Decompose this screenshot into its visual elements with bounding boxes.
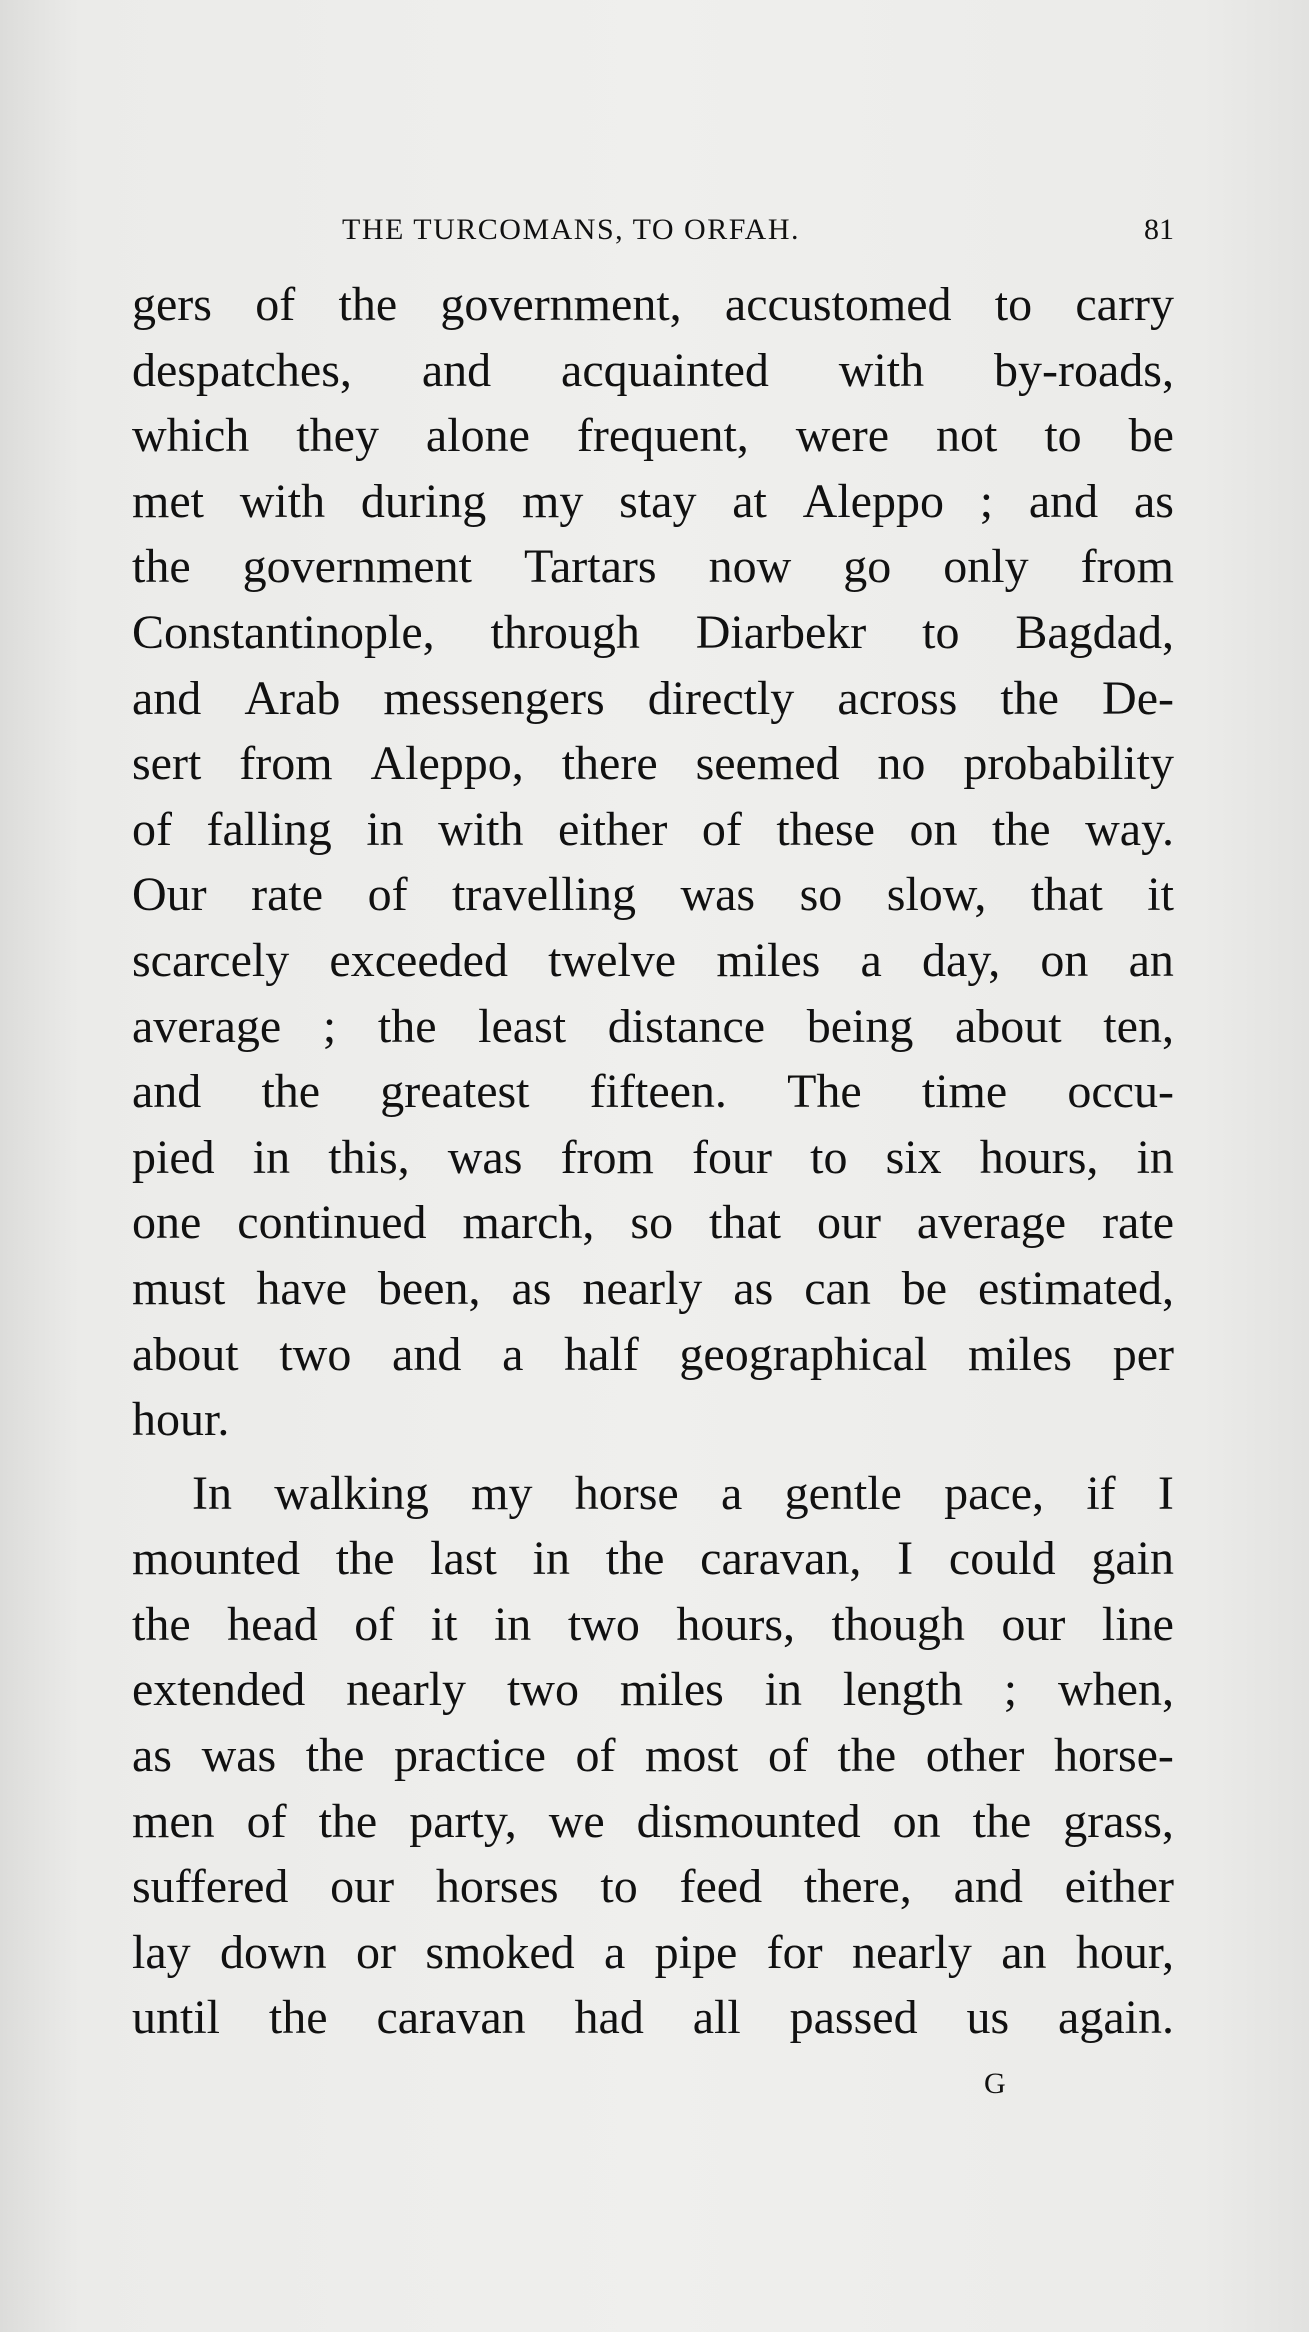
word: practice — [394, 1729, 546, 1783]
word: day, — [922, 933, 1001, 987]
word: the — [335, 1532, 395, 1586]
word: Constantinople, — [132, 605, 435, 659]
word: met — [132, 474, 204, 528]
word: can — [804, 1261, 871, 1315]
word: been, — [377, 1261, 481, 1315]
word: an — [1128, 933, 1174, 987]
word: caravan, — [700, 1532, 862, 1586]
word: from — [560, 1130, 654, 1184]
word: caravan — [376, 1991, 526, 2045]
text-line — [132, 1059, 1174, 1125]
text-line — [132, 1854, 1174, 1920]
word: smoked — [425, 1925, 575, 1979]
text-line — [132, 1985, 1174, 2051]
word: suffered — [132, 1860, 289, 1914]
word: nearly — [851, 1925, 972, 1979]
word: acquainted — [561, 343, 769, 397]
word: estimated, — [978, 1261, 1174, 1315]
word: ; — [1003, 1663, 1018, 1717]
word: rate — [1102, 1196, 1174, 1250]
word: in — [764, 1663, 803, 1717]
word: two — [567, 1597, 640, 1651]
word: two — [506, 1663, 579, 1717]
word: with — [438, 802, 524, 856]
word: an — [1001, 1925, 1047, 1979]
word: twelve — [548, 933, 677, 987]
word: was — [447, 1130, 523, 1184]
body-text — [132, 272, 1174, 2051]
word: occu- — [1067, 1065, 1174, 1119]
word: lay — [132, 1925, 191, 1979]
word: one — [132, 1196, 202, 1250]
word: the — [268, 1991, 328, 2045]
text-line — [132, 1322, 1174, 1388]
word: was — [680, 868, 756, 922]
word: to — [810, 1130, 848, 1184]
word: in — [1136, 1130, 1174, 1184]
word: if — [1086, 1466, 1116, 1520]
word: the — [972, 1794, 1032, 1848]
word: on — [909, 802, 958, 856]
word: our — [816, 1196, 881, 1250]
word: horses — [435, 1860, 559, 1914]
word: us — [966, 1991, 1010, 2045]
word: time — [921, 1065, 1008, 1119]
word: Our — [132, 868, 207, 922]
word: the — [132, 1597, 191, 1651]
word: dismounted — [636, 1794, 861, 1848]
word: geographical — [679, 1327, 928, 1381]
text-line — [132, 1657, 1174, 1723]
word: messengers — [383, 671, 605, 725]
word: gers — [132, 278, 212, 331]
word: hours, — [676, 1597, 796, 1651]
word: our — [330, 1860, 395, 1914]
word: of — [246, 1794, 287, 1848]
word: nearly — [346, 1663, 467, 1717]
word: distance — [607, 999, 766, 1053]
word: so — [630, 1196, 674, 1250]
word: In — [192, 1466, 232, 1520]
word: ; — [979, 474, 994, 528]
word: walking — [274, 1466, 429, 1520]
word: pied — [132, 1130, 215, 1184]
word: down — [219, 1925, 327, 1979]
word: about — [132, 1327, 239, 1381]
word: in — [493, 1597, 532, 1651]
word: again. — [1058, 1991, 1174, 2045]
word: half — [564, 1327, 639, 1381]
word: the — [837, 1729, 897, 1783]
word: length — [842, 1663, 963, 1717]
word: gentle — [784, 1466, 902, 1520]
word: the — [132, 540, 191, 594]
word: miles — [716, 933, 821, 987]
text-line — [132, 994, 1174, 1060]
word: of — [767, 1729, 808, 1783]
word: and — [392, 1327, 462, 1381]
text-line — [132, 1592, 1174, 1658]
word: the — [318, 1794, 378, 1848]
word: now — [708, 540, 792, 594]
word: could — [948, 1532, 1056, 1586]
word: seemed — [695, 737, 840, 791]
text-line — [132, 1920, 1174, 1986]
word: carry — [1075, 278, 1174, 331]
text-line — [132, 469, 1174, 535]
text-line — [132, 1789, 1174, 1855]
text-line — [132, 1125, 1174, 1191]
word: a — [502, 1327, 524, 1381]
word: as — [1133, 474, 1174, 528]
word: two — [279, 1327, 352, 1381]
running-title: THE TURCOMANS, TO ORFAH. — [342, 213, 801, 246]
word: of — [354, 1597, 395, 1651]
word: the — [991, 802, 1051, 856]
word: miles — [619, 1663, 724, 1717]
word: horse- — [1053, 1729, 1174, 1783]
word: at — [732, 474, 767, 528]
text-line — [132, 1190, 1174, 1256]
word: my — [471, 1466, 533, 1520]
word: and — [421, 343, 492, 397]
word: and — [132, 671, 202, 725]
word: in — [366, 802, 404, 856]
word: the — [338, 278, 398, 331]
word: hour, — [1075, 1925, 1174, 1979]
word: the — [305, 1729, 365, 1783]
word: it — [1147, 868, 1174, 922]
word: being — [806, 999, 914, 1053]
word: about — [955, 999, 1062, 1053]
word: four — [692, 1130, 772, 1184]
text-line — [132, 862, 1174, 928]
word: miles — [967, 1327, 1072, 1381]
word: De- — [1102, 671, 1174, 725]
word: it — [430, 1597, 458, 1651]
word: party, — [409, 1794, 517, 1848]
word: ten, — [1103, 999, 1174, 1053]
word: the — [605, 1532, 665, 1586]
word: the — [1000, 671, 1059, 725]
word: by-roads, — [994, 343, 1174, 397]
word: of — [132, 802, 172, 856]
word: fifteen. — [589, 1065, 727, 1119]
text-line — [132, 1723, 1174, 1789]
word: from — [239, 737, 333, 791]
text-line — [132, 731, 1174, 797]
word: with — [239, 474, 326, 528]
word: government — [242, 540, 472, 594]
word: hours, — [979, 1130, 1099, 1184]
word: to — [922, 605, 960, 659]
word: Bagdad, — [1015, 605, 1174, 659]
word: Aleppo — [802, 474, 944, 528]
word: least — [478, 999, 567, 1053]
text-line — [132, 534, 1174, 600]
word: on — [892, 1794, 941, 1848]
word: stay — [619, 474, 697, 528]
word: on — [1040, 933, 1089, 987]
word: our — [1001, 1597, 1066, 1651]
word: have — [256, 1261, 347, 1315]
word: be — [901, 1261, 948, 1315]
word: we — [548, 1794, 605, 1848]
text-line — [132, 338, 1174, 404]
word: rate — [251, 868, 324, 922]
word: continued — [237, 1196, 427, 1250]
word: line — [1101, 1597, 1174, 1651]
word: and — [1028, 474, 1099, 528]
word: government, — [440, 278, 682, 331]
word: frequent, — [576, 409, 749, 463]
word: last — [430, 1532, 497, 1586]
word: either — [1064, 1860, 1174, 1914]
word: there — [561, 737, 658, 791]
word: sert — [132, 737, 202, 791]
word: all — [692, 1991, 741, 2045]
word: average — [916, 1196, 1067, 1250]
word: in — [252, 1130, 291, 1184]
word: must — [132, 1261, 226, 1315]
word: pipe — [654, 1925, 738, 1979]
word: six — [885, 1130, 942, 1184]
word: way. — [1085, 802, 1174, 856]
page-number: 81 — [1144, 213, 1174, 246]
word: greatest — [380, 1065, 530, 1119]
word: when, — [1057, 1663, 1174, 1717]
word: these — [776, 802, 875, 856]
word: other — [925, 1729, 1025, 1783]
word: feed — [679, 1860, 763, 1914]
word: in — [532, 1532, 570, 1586]
word: men — [132, 1794, 215, 1848]
word: extended — [132, 1663, 306, 1717]
word: to — [600, 1860, 638, 1914]
word: ; — [322, 999, 337, 1053]
word: a — [604, 1925, 626, 1979]
word: accustomed — [724, 278, 952, 331]
word: a — [860, 933, 882, 987]
text-line — [132, 1387, 1174, 1453]
text-line — [132, 272, 1174, 338]
word: though — [831, 1597, 965, 1651]
word: a — [721, 1466, 743, 1520]
word: despatches, — [132, 343, 352, 397]
word: slow, — [886, 868, 987, 922]
word: nearly — [582, 1261, 703, 1315]
word: to — [1044, 409, 1082, 463]
word: of — [255, 278, 296, 331]
word: of — [367, 868, 408, 922]
word: this, — [328, 1130, 410, 1184]
word: the — [261, 1065, 321, 1119]
word: from — [1080, 540, 1174, 594]
word: Arab — [244, 671, 341, 725]
word: to — [994, 278, 1033, 331]
text-line — [132, 928, 1174, 994]
word: Diarbekr — [695, 605, 867, 659]
word: that — [709, 1196, 782, 1250]
word: go — [843, 540, 892, 594]
page-header — [132, 210, 1174, 250]
word: as — [511, 1261, 552, 1315]
word: was — [201, 1729, 277, 1783]
text-line — [132, 1526, 1174, 1592]
word: per — [1112, 1327, 1174, 1381]
word: were — [795, 409, 890, 463]
word: through — [490, 605, 640, 659]
word: or — [356, 1925, 396, 1979]
word: so — [799, 868, 843, 922]
word: for — [766, 1925, 823, 1979]
word: during — [360, 474, 487, 528]
word: travelling — [452, 868, 636, 922]
word: no — [877, 737, 926, 791]
word: grass, — [1063, 1794, 1174, 1848]
word: either — [558, 802, 668, 856]
word: average — [132, 999, 282, 1053]
word: that — [1030, 868, 1103, 922]
word: I — [897, 1532, 914, 1586]
signature-mark: G — [984, 2067, 1006, 2100]
word: which — [132, 409, 250, 463]
word: had — [574, 1991, 644, 2045]
word: probability — [963, 737, 1174, 791]
word: not — [936, 409, 998, 463]
word: only — [943, 540, 1029, 594]
word: and — [953, 1860, 1023, 1914]
word: they — [296, 409, 379, 463]
word: directly — [647, 671, 795, 725]
text-line — [132, 797, 1174, 863]
word: and — [132, 1065, 202, 1119]
word: pace, — [944, 1466, 1045, 1520]
word: until — [132, 1991, 221, 2045]
word: The — [787, 1065, 862, 1119]
text-line — [132, 1256, 1174, 1322]
word: march, — [462, 1196, 595, 1250]
word: mounted — [132, 1532, 300, 1586]
word: as — [132, 1729, 172, 1783]
word: my — [522, 474, 584, 528]
word: scarcely — [132, 933, 290, 987]
word: of — [701, 802, 742, 856]
word: across — [837, 671, 958, 725]
word: Aleppo, — [370, 737, 524, 791]
word: horse — [574, 1466, 679, 1520]
word: falling — [206, 802, 332, 856]
text-line — [132, 1461, 1174, 1527]
word: passed — [789, 1991, 918, 2045]
word: gain — [1091, 1532, 1174, 1586]
word: head — [227, 1597, 318, 1651]
word: of — [575, 1729, 616, 1783]
word: alone — [425, 409, 530, 463]
word: there, — [803, 1860, 912, 1914]
word: I — [1157, 1466, 1174, 1520]
text-line — [132, 666, 1174, 732]
word: exceeded — [329, 933, 508, 987]
text-line — [132, 600, 1174, 666]
text-line — [132, 403, 1174, 469]
word: as — [733, 1261, 774, 1315]
word: the — [377, 999, 437, 1053]
word: Tartars — [523, 540, 657, 594]
word: be — [1128, 409, 1174, 463]
word: with — [838, 343, 925, 397]
word: most — [645, 1729, 739, 1783]
word: hour. — [132, 1393, 230, 1447]
